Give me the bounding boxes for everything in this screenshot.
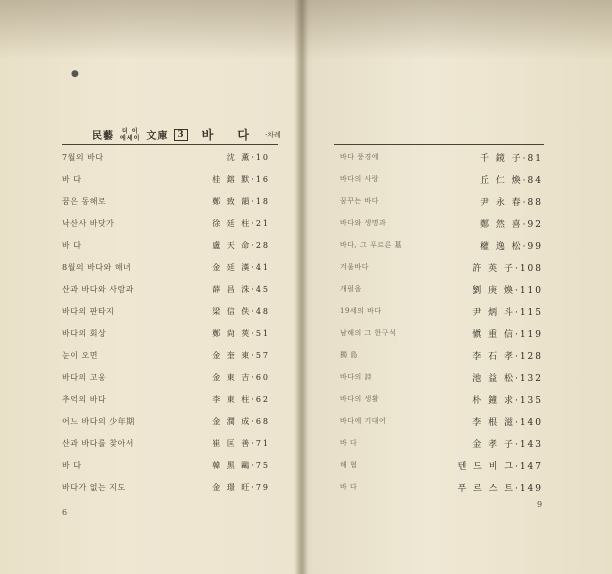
- toc-row: [340, 370, 543, 384]
- toc-row: [340, 216, 543, 230]
- toc-author: 池 益 松·132: [472, 373, 543, 384]
- toc-author: 徐 廷 柱·21: [212, 218, 270, 228]
- toc-title: 낙산사 바닷가: [62, 218, 115, 228]
- toc-title: 바다의 생활: [340, 395, 380, 403]
- toc-author: 李 石 孝·128: [472, 351, 543, 362]
- toc-author: 桂 鎔 默·16: [212, 174, 270, 184]
- toc-row: [340, 480, 543, 494]
- toc-author: 韓 黑 鷗·75: [212, 460, 270, 470]
- toc-title: 19세의 바다: [340, 307, 382, 315]
- series-header: [92, 126, 281, 143]
- series-stack-top: 더 이: [121, 127, 139, 135]
- toc-title: 바다의 판타지: [62, 306, 115, 316]
- toc-title: 남해의 그 한구석: [340, 329, 397, 337]
- toc-row: [62, 370, 270, 384]
- toc-row: [340, 392, 543, 406]
- toc-row: [62, 172, 270, 186]
- toc-author: 金 璟 旺·79: [212, 482, 270, 492]
- toc-row: [340, 238, 543, 252]
- toc-row: [62, 348, 270, 362]
- toc-title: 獨 島: [340, 351, 358, 359]
- page-mark: ●: [71, 69, 79, 79]
- toc-title: 바 다: [62, 240, 82, 250]
- toc-row: [340, 260, 543, 274]
- series-word: 文庫: [146, 131, 169, 142]
- toc-row: [62, 282, 270, 296]
- toc-title: 8월의 바다와 해녀: [62, 262, 132, 272]
- toc-author: 劉 庚 煥·110: [472, 285, 543, 296]
- toc-author: 金 孝 子·143: [472, 439, 543, 450]
- toc-title: 어느 바다의 少年期: [62, 416, 135, 426]
- toc-author: 鄭 致 韻·18: [212, 196, 270, 206]
- toc-row: [62, 326, 270, 340]
- toc-row: [340, 436, 543, 450]
- toc-title: 해 협: [340, 461, 358, 469]
- toc-row: [340, 458, 543, 472]
- toc-title: 바다가 없는 지도: [62, 482, 126, 492]
- toc-title: 바다의 고웅: [62, 372, 107, 382]
- toc-author: 鄭 尙 莢·51: [212, 328, 270, 338]
- left-header-rule: [62, 144, 278, 145]
- toc-row: [62, 194, 270, 208]
- toc-title: 꿈꾸는 바다: [340, 197, 380, 205]
- toc-title: 산과 바다와 사람과: [62, 284, 134, 294]
- series-stack: [120, 128, 140, 142]
- toc-author: 尹 炳 斗·115: [472, 307, 543, 318]
- toc-title: 추억의 바다: [62, 394, 107, 404]
- toc-author: 千 鏡 子·81: [479, 153, 543, 164]
- title-note: ·차례: [265, 130, 281, 139]
- toc-author: 沈 薫·10: [226, 152, 270, 162]
- toc-author: 金 奎 東·57: [212, 350, 270, 360]
- toc-row: [62, 436, 270, 450]
- toc-title: 꿈은 동해로: [62, 196, 107, 206]
- toc-row: [340, 348, 543, 362]
- series-left: 民藝: [92, 131, 114, 142]
- toc-title: 바 다: [62, 174, 82, 184]
- toc-row: [340, 194, 543, 208]
- toc-author: 梁 信 佚·48: [212, 306, 270, 316]
- toc-row: [62, 238, 270, 252]
- toc-title: 겨울바다: [340, 263, 370, 271]
- toc-title: 바 다: [62, 460, 82, 470]
- toc-author: 丘 仁 煥·84: [479, 175, 543, 186]
- toc-row: [62, 260, 270, 274]
- toc-author: 金 東 吉·60: [212, 372, 270, 382]
- book-title: 바 다: [201, 128, 260, 142]
- toc-author: 愼 重 信·119: [472, 329, 543, 340]
- toc-author: 金 廷 漢·41: [212, 262, 270, 272]
- toc-author: 權 逸 松·99: [479, 241, 543, 252]
- toc-title: 바다의 회상: [62, 328, 107, 338]
- toc-row: [340, 414, 543, 428]
- toc-row: [62, 304, 270, 318]
- toc-author: 崔 匡 善·71: [212, 438, 270, 448]
- toc-title: 바다, 그 푸르른 墓: [340, 241, 402, 249]
- book-gutter: [294, 0, 308, 574]
- toc-author: 鄭 然 喜·92: [479, 219, 543, 230]
- toc-title: 바 다: [340, 483, 358, 491]
- toc-author: 텐 드 비 그·147: [457, 461, 543, 472]
- toc-row: [340, 150, 543, 164]
- toc-row: [62, 150, 270, 164]
- toc-title: 바다의 詩: [340, 373, 373, 381]
- toc-author: 尹 永 春·88: [479, 197, 543, 208]
- series-stack-bottom: 에세이: [120, 134, 141, 142]
- toc-row: [340, 326, 543, 340]
- toc-row: [340, 172, 543, 186]
- toc-author: 李 東 柱·62: [212, 394, 270, 404]
- toc-author: 許 英 子·108: [472, 263, 543, 274]
- toc-author: 金 潤 成·68: [212, 416, 270, 426]
- toc-author: 李 根 滋·140: [472, 417, 543, 428]
- toc-author: 盧 天 命·28: [212, 240, 270, 250]
- left-page-number: 6: [62, 508, 68, 517]
- toc-title: 7월의 바다: [62, 152, 104, 162]
- toc-row: [62, 458, 270, 472]
- toc-title: 산과 바다를 찾아서: [62, 438, 134, 448]
- toc-title: 바다 풍경에: [340, 153, 380, 161]
- toc-author: 朴 鐘 求·135: [472, 395, 543, 406]
- toc-row: [340, 304, 543, 318]
- right-header-rule: [334, 144, 544, 145]
- toc-row: [62, 414, 270, 428]
- toc-row: [62, 216, 270, 230]
- toc-title: 눈이 오면: [62, 350, 98, 360]
- toc-author: 푸 르 스 트·149: [457, 483, 543, 494]
- toc-title: 개펄을: [340, 285, 362, 293]
- right-page-number: 9: [537, 500, 543, 509]
- toc-title: 바 다: [340, 439, 358, 447]
- toc-title: 바다와 생명과: [340, 219, 387, 227]
- series-number: 3: [174, 129, 187, 141]
- toc-title: 바다에 기대어: [340, 417, 387, 425]
- toc-row: [340, 282, 543, 296]
- toc-row: [62, 392, 270, 406]
- toc-title: 바다의 사랑: [340, 175, 380, 183]
- toc-row: [62, 480, 270, 494]
- toc-author: 薛 昌 洙·45: [212, 284, 270, 294]
